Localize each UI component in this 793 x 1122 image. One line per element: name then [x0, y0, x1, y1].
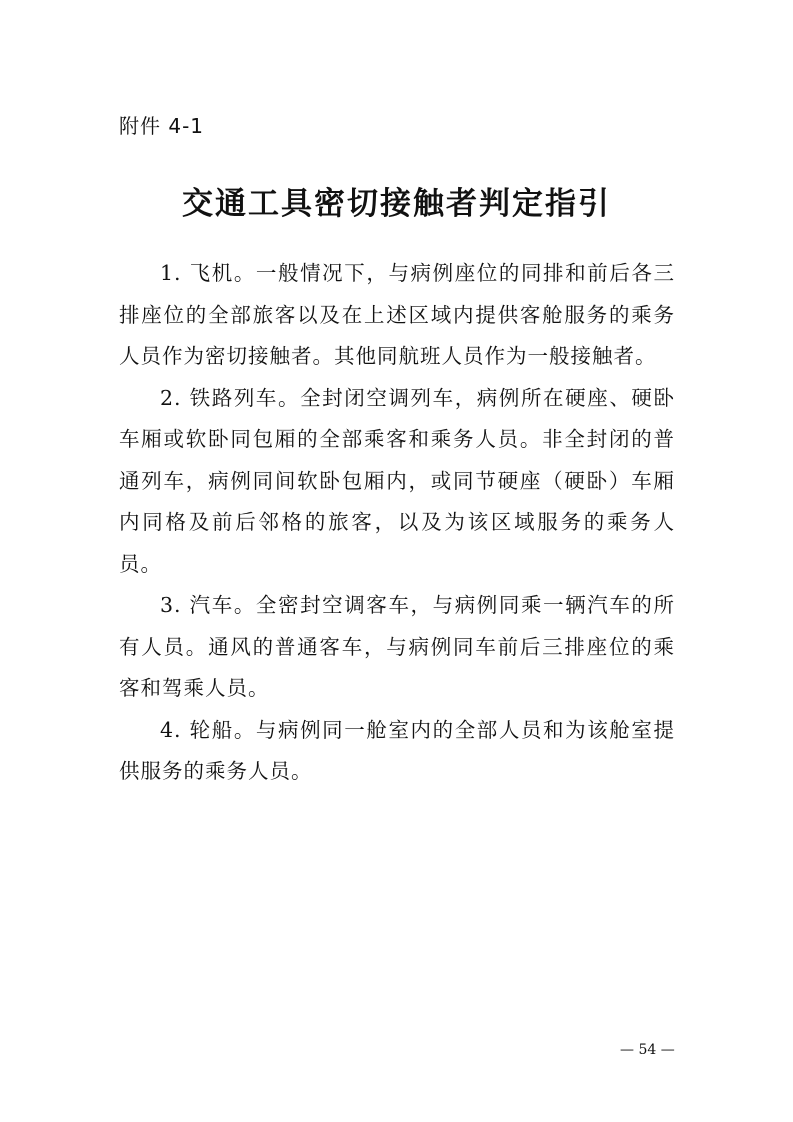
document-title: 交通工具密切接触者判定指引: [182, 186, 611, 222]
attachment-label: 附件 4-1: [119, 114, 205, 138]
paragraph-airplane: 1. 飞机。一般情况下，与病例座位的同排和前后各三排座位的全部旅客以及在上述区域内提供客舱服务的乘务人员作为密切接触者。其他同航班人员作为一般接触者。: [119, 261, 675, 368]
paragraph-ship: 4. 轮船。与病例同一舱室内的全部人员和为该舱室提供服务的乘务人员。: [119, 717, 675, 783]
paragraph-train: 2. 铁路列车。全封闭空调列车，病例所在硬座、硬卧车厢或软卧同包厢的全部乘客和乘务人员。非全封闭的普通列车，病例同间软卧包厢内，或同节硬座（硬卧）车厢内同格及前后邻格的旅客，以及为该区域服务的乘务人员。: [119, 385, 675, 576]
paragraph-bus: 3. 汽车。全密封空调客车，与病例同乘一辆汽车的所有人员。通风的普通客车，与病例同车前后三排座位的乘客和驾乘人员。: [119, 593, 675, 700]
page-number: — 54 —: [620, 1042, 675, 1058]
document-body: [119, 253, 675, 793]
